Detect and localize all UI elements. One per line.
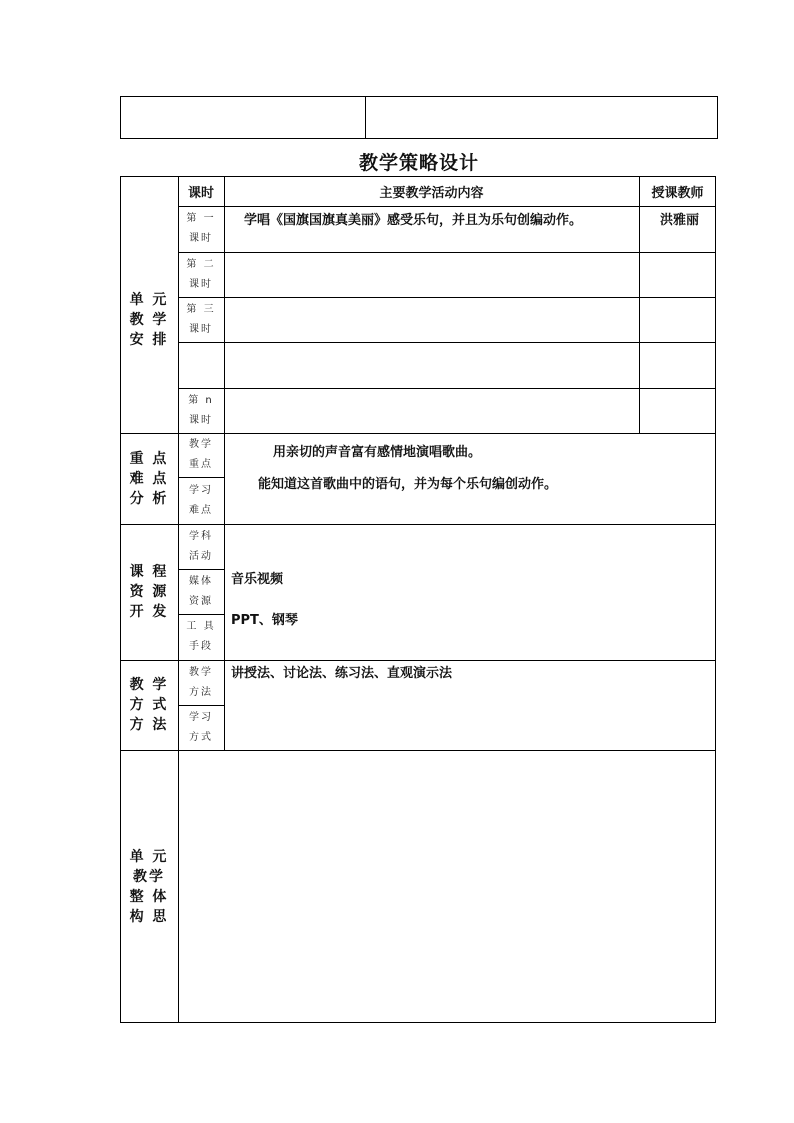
header-content: 主要教学活动内容 <box>379 185 484 201</box>
period-content: 学唱《国旗国旗真美丽》感受乐句，并且为乐句创编动作。 <box>244 212 583 228</box>
methods-label: 教 学 方 式 方 法 <box>129 677 169 733</box>
teaching-focus-label: 教学 重点 <box>189 439 213 470</box>
page-title: 教学策略设计 <box>358 151 479 174</box>
media-resources-text: 音乐视频 <box>231 571 284 587</box>
table-hline <box>178 388 716 389</box>
unit-arrangement-label: 单 元 教 学 安 排 <box>129 291 169 348</box>
table-vline <box>224 176 225 750</box>
header-period: 课时 <box>187 185 214 201</box>
learning-mode-label: 学习 方式 <box>189 711 213 743</box>
teaching-method-label: 教学 方法 <box>189 666 213 698</box>
resources-label: 课 程 资 源 开 发 <box>129 564 169 620</box>
tools-text: PPT、钢琴 <box>231 612 298 628</box>
table-hline <box>178 342 716 343</box>
teaching-method-text: 讲授法、讨论法、练习法、直观演示法 <box>231 665 453 681</box>
top-info-box <box>120 96 718 139</box>
unit-design-label: 单 元 教学 整 体 构 思 <box>129 848 169 925</box>
learning-difficulty-text: 能知道这首歌曲中的语句，并为每个乐句编创动作。 <box>258 476 558 492</box>
media-resources-label: 媒体 资源 <box>189 575 213 607</box>
period-label: 第 一 课时 <box>186 213 216 244</box>
key-points-label: 重 点 难 点 分 析 <box>129 450 169 507</box>
header-teacher: 授课教师 <box>651 185 704 201</box>
period-label: 第 三 课时 <box>186 303 216 335</box>
top-info-divider <box>365 96 366 139</box>
tools-label: 工 具 手段 <box>186 621 216 652</box>
table-vline <box>639 176 640 433</box>
teaching-focus-text: 用亲切的声音富有感情地演唱歌曲。 <box>273 444 482 460</box>
subject-activity-label: 学科 活动 <box>189 530 213 562</box>
table-hline <box>178 252 716 253</box>
period-label: 第 n 课时 <box>188 394 214 426</box>
learning-difficulty-label: 学习 难点 <box>189 484 213 516</box>
table-hline <box>178 297 716 298</box>
period-label <box>178 342 224 388</box>
period-teacher: 洪雅丽 <box>660 212 700 228</box>
period-label: 第 二 课时 <box>186 258 216 290</box>
table-hline <box>120 750 716 751</box>
